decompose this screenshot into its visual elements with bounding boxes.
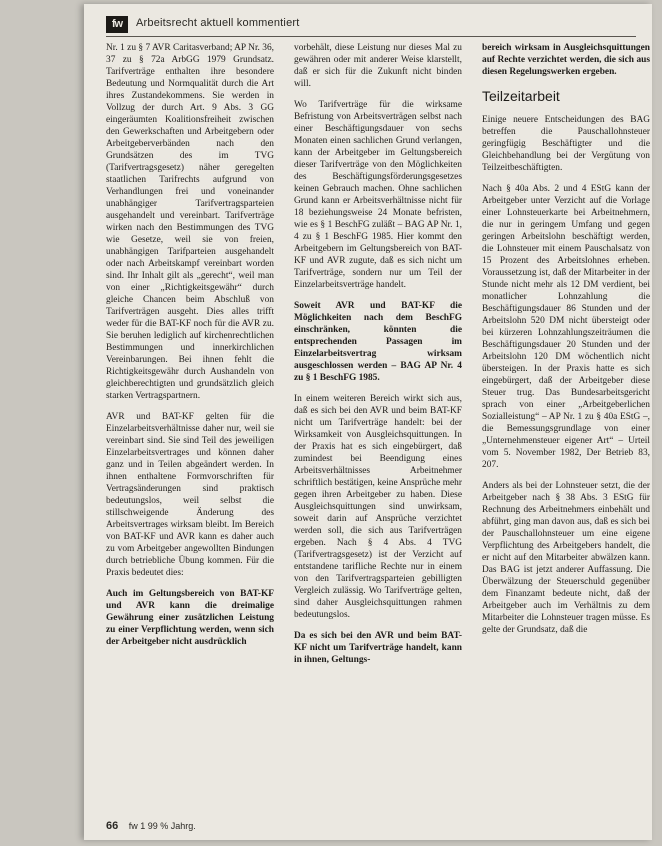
page-number: 66 xyxy=(106,820,119,832)
paragraph: vorbehält, diese Leistung nur dieses Mal zu gewähren oder mit anderer Weise klarstellt, daß er sich für die Zukunft nicht binden will. xyxy=(294,43,462,89)
paragraph: Nr. 1 zu § 7 AVR Caritasverband; AP Nr. 36, 37 zu § 72a ArbGG 1979 Grundsatz. Tarifverträge enthalten ihre besondere Bedeutung und Normqualität durch die Art ihres Zustandekommens. Sie werden in Vollzug der durch Art. 9 Abs. 3 GG eingeräumten Koalitionsfreiheit zwischen den Gewerkschaften und Arbeitgebern oder Arbeitgeberverbänden nach den Grundsätzen des im TVG (Tarifvertragsgesetz) näher geregelten staatlichen Tarifrechts aufgrund von Verhandlungen frei und voneinander unabhängiger Tarifvertragsparteien ausgehandelt und vereinbart. Tarifverträge wirken nach den Bestimmungen des TVG wie Gesetze, weil sie von freien, unabhängigen Tarifparteien ausgehandelt oder nach Arbeitskampf vereinbart worden sind. Ihr Inhalt gilt als „gerecht“, weil man von einer „Richtigkeitsgewähr“ durch gleiche Chancen beim Abschluß von Tarifverträgen ausgeht. Dies alles trifft weder für die BAT-KF noch für die AVR zu. Sie beruhen lediglich auf kirchenrechtlichen Bestimmungen und innerkirchlichen Vereinbarungen. Bei ihnen fehlt die Richtigkeitsgewähr durch Aushandeln von gleichberechtigten und grundsätzlich gleich starken Vertragspartnern. xyxy=(106,43,274,401)
section-heading: Teilzeitarbeit xyxy=(482,88,560,104)
publisher-logo: fw xyxy=(106,16,128,33)
document-page xyxy=(84,4,652,840)
text-column-1 xyxy=(106,42,274,812)
paragraph: AVR und BAT-KF gelten für die Einzelarbeitsverhältnisse daher nur, weil sie vereinbart sind. Sie sind Teil des jeweiligen Einzelarbeitsvertrages und können daher ganz und in Teilen abgeändert werden. In ihnen enthaltene Formvorschriften für Vertragsänderungen sind praktisch bedeutungslos, weil selbst die stillschweigende Änderung des Arbeitsvertrages wirksam bleibt. Im Bereich von BAT-KF und AVR kann es daher auch zu vom Arbeitgeber angewollten Bindungen durch betriebliche Übung kommen. Für die Praxis bedeutet dies: xyxy=(106,412,274,578)
emphasized-paragraph: Soweit AVR und BAT-KF die Möglichkeiten nach dem BeschFG einschränken, könnten die entsprechenden Passagen im Einzelarbeitsvertrag wirksam ausgeschlossen werden – BAG AP Nr. 4 zu § 1 BeschFG 1985. xyxy=(294,301,462,383)
emphasized-paragraph: Auch im Geltungsbereich von BAT-KF und AVR kann die dreimalige Gewährung einer zusätzlichen Leistung zu einer Verpflichtung werden, wenn sich der Arbeitgeber nicht ausdrücklich xyxy=(106,589,274,647)
paragraph: Nach § 40a Abs. 2 und 4 EStG kann der Arbeitgeber unter Verzicht auf die Vorlage einer Lohnsteuerkarte bei Arbeitnehmern, die nur in geringem Umfang und gegen geringen Arbeitslohn beschäftigt werden, die Lohnsteuer mit einem Pauschalsatz von 15 Prozent des Arbeitslohnes erheben. Voraussetzung ist, daß der Mitarbeiter in der Stunde nicht mehr als 12 DM verdient, bei monatlicher Lohnzahlung die Beschäftigungsdauer 86 Stunden und der Arbeitslohn 520 DM nicht übersteigt oder bei kürzeren Lohnzahlungszeiträumen die Beschäftigungsdauer 20 Stunden und der Arbeitslohn 120 DM wöchentlich nicht übersteigen. In der Praxis hatte es sich eingebürgert, daß der Arbeitgeber diese Steuer trug. Das Bundesarbeitsgericht sprach von einer „Arbeitgeberlichen Sozialleistung“ – AP Nr. 1 zu § 40a EStG –, die Bemessungsgrundlage von einer „Unternehmensteuer eigener Art“ – Urteil vom 5. November 1982, Der Betrieb 83, 207. xyxy=(482,184,650,470)
text-column-2 xyxy=(294,42,462,812)
issue-label: fw 1 99 % Jahrg. xyxy=(128,821,196,831)
page-footer xyxy=(106,820,636,832)
paragraph: In einem weiteren Bereich wirkt sich aus, daß es sich bei den AVR und beim BAT-KF nicht um Tarifverträge handelt: bei der Wirksamkeit von Ausgleichsquittungen. In der Praxis hat es sich eingebürgert, daß zumindest bei Beendigung eines Arbeitsverhältnisses Arbeitnehmer schriftlich bestätigen, keine Ansprüche mehr gegen ihren Arbeitgeber zu haben. Diese Ausgleichsquittungen sind unwirksam, soweit darin auf Ansprüche verzichtet werden soll, die sich aus Tarifverträgen ergeben. Nach § 4 Abs. 4 TVG (Tarifvertragsgesetz) ist der Verzicht auf entstandene tarifliche Rechte nur in einem von den Tarifvertragsparteien gebilligten Vergleich zulässig. Wo Tarifverträge gelten, sind daher Ausgleichsquittungen rahmen bedeutungslos. xyxy=(294,394,462,620)
emphasized-paragraph: Da es sich bei den AVR und beim BAT-KF nicht um Tarifverträge handelt, kann in ihnen, Geltungs- xyxy=(294,631,462,665)
header-title: Arbeitsrecht aktuell kommentiert xyxy=(136,17,300,29)
emphasized-paragraph: bereich wirksam in Ausgleichsquittungen auf Rechte verzichtet werden, die sich aus diesen Regelungswerken ergeben. xyxy=(482,43,650,77)
paragraph: Einige neuere Entscheidungen des BAG betreffen die Pauschallohnsteuer geringfügig Beschäftigter und die Gleichbehandlung bei der Vergütung von Teilzeitbeschäftigten. xyxy=(482,115,650,173)
paragraph: Anders als bei der Lohnsteuer setzt, die der Arbeitgeber nach § 38 Abs. 3 EStG für Rechnung des Arbeitnehmers einbehält und abführt, ging man davon aus, daß es sich bei der Pauschallohnsteuer um eine eigene Verpflichtung des Arbeitgebers handelt, die er nicht auf den Mitarbeiter abwälzen kann. Das BAG ist jetzt anderer Auffassung. Die Überwälzung der Steuerschuld gegenüber dem Finanzamt bedeute nicht, daß der Arbeitgeber auch im Verhältnis zu dem Mitarbeiter die Lohnsteuer tragen müsse. Es gelte der Grundsatz, daß die xyxy=(482,481,650,635)
page-header xyxy=(106,16,636,37)
text-column-3 xyxy=(482,42,650,812)
paragraph: Wo Tarifverträge für die wirksame Befristung von Arbeitsverträgen selbst nach einer Beschäftigungsdauer von sechs Monaten einen sachlichen Grund verlangen, kann der Arbeitgeber im Geltungsbereich dieser Tarifverträge von den Möglichkeiten des Beschäftigungsförderungsgesetzes keinen Gebrauch machen. Ohne sachlichen Grund kann er Arbeitsverhältnisse nicht für 18 beziehungsweise 24 Monate befristen, wie es § 1 BeschFG zuläßt – BAG AP Nr. 1, 4 zu § 1 BeschFG 1985. Hier kommt den Arbeitgebern im Geltungsbereich von BAT-KF und AVR zugute, daß es sich nicht um Tarifverträge, sondern nur um Teil der Einzelarbeitsverträge handelt. xyxy=(294,100,462,290)
